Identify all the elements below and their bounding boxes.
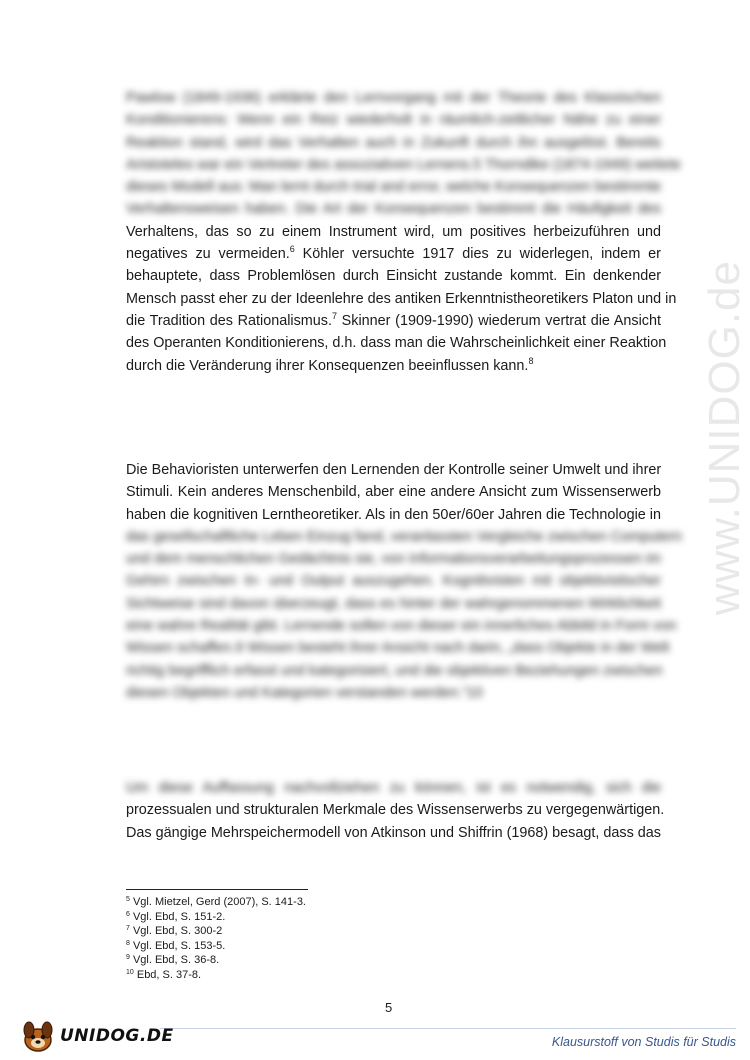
text-line [126,660,661,682]
text-line [126,332,667,354]
line-text: behauptete, dass Problemlösen durch Einsicht zustande kommt. Ein denkender [126,268,661,285]
watermark: www.UNIDOG.de [700,260,749,616]
line-text: negatives zu vermeiden. [126,246,290,263]
text-line [126,132,661,154]
footnote [126,968,306,983]
line-text: richtig begrifflich erfasst und kategorisiert, und die objektiven Beziehungen zwischen [126,662,663,679]
line-text: das gesellschaftliche Leben Einzug fand, veranlassten Vergleiche zwischen Computern [126,528,682,545]
footnote-number: 7 [126,925,130,933]
line-text: Um diese Auffassung nachvollziehen zu können, ist es notwendig, sich die [126,780,661,796]
line-text: Aristoteles war ein Vertreter des assoziativen Lernens.5 Thorndike (1874-1949) weitete [126,156,681,173]
text-line [126,481,661,503]
line-text: Verhaltens, das so zu einem Instrument wird, um positives herbeizuführen und [126,223,661,240]
text-line [126,615,677,637]
footnote-text: Vgl. Mietzel, Gerd (2007), S. 141-3. [129,896,306,908]
text-line [126,310,661,332]
line-text: eine wahre Realität gibt. Lernende sollen von dieser ein innerliches Abbild in Form von [126,618,677,635]
footer-tagline: Klausurstoff von Studis für Studis [551,1035,736,1049]
dog-mascot-icon [18,1018,58,1054]
line-text: Verhaltensweisen haben. Die Art der Konsequenzen bestimmt die Häufigkeit des [126,201,661,218]
unidog-logo[interactable] [18,1018,174,1054]
text-line [126,154,681,176]
text-line [126,459,661,481]
text-line [126,799,665,821]
text-line [126,504,661,526]
line-text: Reaktion stand, wird das Verhalten auch in Zukunft durch ihn ausgelöst. Bereits [126,134,661,151]
footnote-text: Vgl. Ebd, S. 153-5. [129,939,226,952]
text-line [126,243,661,265]
footer-divider [160,1028,736,1029]
line-text-tail: Köhler versuchte 1917 dies zu widerlegen, indem er [294,246,661,263]
line-text: dieses Modell aus: Man lernt durch trial and error, welche Konsequenzen bestimmte [126,179,662,196]
line-text: diesen Objekten und Kategorien verstanden werden.“10 [126,684,483,701]
line-text: des Operanten Konditionierens, d.h. dass man die Wahrscheinlichkeit einer Reaktion [126,335,667,352]
line-text: Wissen schaffen.9 Wissen besteht ihrer Ansicht nach darin, „dass Objekte in der Welt [126,640,670,657]
footnote-ref[interactable]: 8 [528,355,534,366]
line-text: Pawlow (1849-1936) erklärte den Lernvorgang mit der Theorie des Klassischen [126,90,661,106]
text-line [126,288,677,310]
footnote-ref[interactable]: 6 [289,244,295,255]
text-line [126,176,661,198]
text-line [126,87,661,109]
line-text: prozessualen und strukturalen Merkmale des Wissenserwerbs zu vergegenwärtigen. [126,802,665,819]
footnote-ref[interactable]: 7 [332,310,338,321]
line-text: Die Behavioristen unterwerfen den Lernenden der Kontrolle seiner Umwelt und ihrer [126,462,662,478]
footnote-text: Ebd, S. 37-8. [133,968,202,981]
footnote-number: 10 [126,968,134,976]
text-line [126,777,661,799]
text-line [126,355,661,377]
line-text: Sichtweise sind davon überzeugt, dass es hinter der wahrgenommenen Wirklichkeit [126,595,661,612]
line-text: durch die Veränderung ihrer Konsequenzen beeinflussen kann. [126,357,529,374]
footnote-number: 6 [126,910,130,918]
footnote-text: Vgl. Ebd, S. 36-8. [129,954,220,967]
footnote [126,939,306,954]
logo-text: UNIDOG.DE [60,1026,174,1046]
text-line [126,198,661,220]
footnote-number: 5 [126,896,130,903]
paragraph-3 [126,777,665,844]
footnote-text: Vgl. Ebd, S. 151-2. [129,910,226,923]
line-text: und dem menschlichen Gedächtnis sie, von Informationsverarbeitungsprozessen im [126,551,661,568]
text-line [126,593,661,615]
footnote [126,910,306,925]
text-line [126,570,661,592]
line-text-tail: Skinner (1909-1990) wiederum vertrat die Ansicht [337,312,661,329]
footnote [126,924,306,939]
text-line [126,548,661,570]
footnote [126,953,306,968]
line-text: Das gängige Mehrspeichermodell von Atkinson und Shiffrin (1968) besagt, dass das [126,824,661,841]
line-text: Konditionierens: Wenn ein Reiz wiederholt in räumlich-zeitlicher Nähe zu einer [126,112,661,129]
footnote [126,895,306,910]
text-line [126,265,661,287]
text-line [126,109,661,131]
text-line [126,637,670,659]
line-text: die Tradition des Rationalismus. [126,312,332,329]
footnote-separator [126,889,308,890]
line-text: Stimuli. Kein anderes Menschenbild, aber eine andere Ansicht zum Wissenserwerb [126,484,661,501]
line-text: Gehirn zwischen In- und Output auszugehen. Kognitivisten mit objektivistischer [126,573,661,590]
line-text: Mensch passt eher zu der Ideenlehre des antiken Erkenntnistheoretikers Platon und in [126,290,677,307]
text-line [126,526,682,548]
text-line [126,682,661,704]
footnote-text: Vgl. Ebd, S. 300-2 [129,925,223,938]
page-number: 5 [385,1000,393,1015]
footnote-number: 9 [126,954,130,962]
footnote-number: 8 [126,939,130,947]
paragraph-2 [126,459,682,704]
footnotes [126,895,306,983]
paragraph-1 [126,87,681,377]
text-line [126,822,661,844]
line-text: haben die kognitiven Lerntheoretiker. Als in den 50er/60er Jahren die Technologie in [126,506,661,523]
text-line [126,221,661,243]
